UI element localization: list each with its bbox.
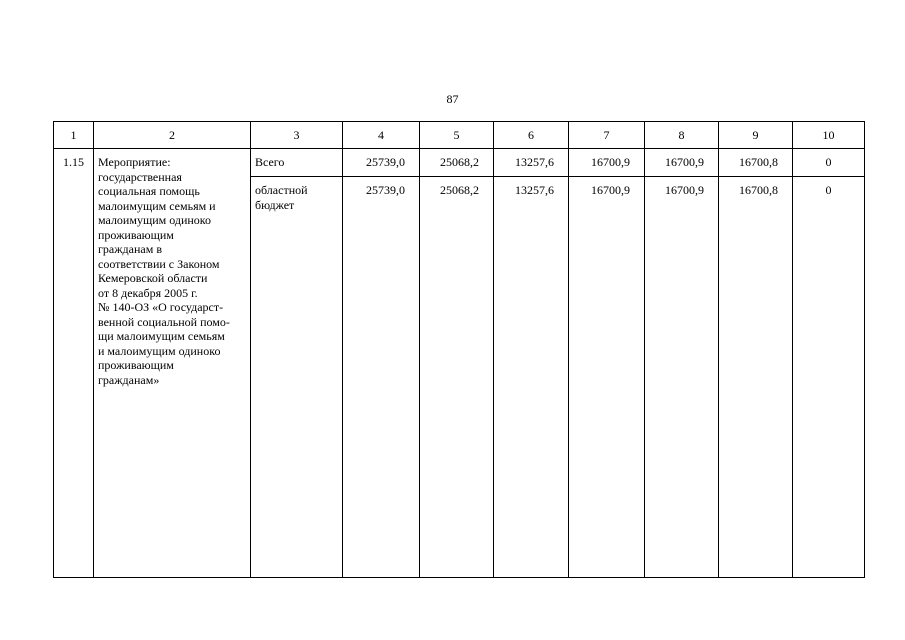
description-line: от 8 декабря 2005 г. (98, 285, 198, 300)
description-line: гражданам» (98, 372, 160, 387)
header-row (54, 122, 865, 149)
funding-source-line: областной (255, 183, 308, 197)
description-line: гражданам в (98, 242, 162, 256)
description-line: малоимущим одиноко (98, 213, 212, 227)
funding-source-line: бюджет (255, 197, 295, 212)
funding-source (251, 149, 343, 177)
header-cell: 3 (251, 122, 343, 149)
funding-source-line: Всего (255, 155, 285, 169)
header-cell: 8 (645, 122, 719, 149)
value-cell: 13257,6 (494, 149, 569, 177)
description-line: венной социальной помо- (98, 314, 230, 329)
value-cell: 16700,9 (569, 177, 645, 578)
value-cell: 16700,9 (645, 149, 719, 177)
description-line: проживающим (98, 358, 174, 372)
value-cell: 25739,0 (343, 149, 420, 177)
page-number: 87 (446, 92, 459, 106)
row-number: 1.15 (54, 149, 94, 578)
value-cell: 16700,8 (719, 177, 793, 578)
value-cell: 16700,9 (645, 177, 719, 578)
description-line: проживающим (98, 227, 174, 242)
measure-description (94, 149, 251, 578)
header-cell: 4 (343, 122, 420, 149)
header-cell: 7 (569, 122, 645, 149)
value-cell: 25068,2 (420, 149, 494, 177)
funding-source (251, 177, 343, 578)
description-line: социальная помощь (98, 184, 200, 198)
value-cell: 16700,8 (719, 149, 793, 177)
header-cell: 1 (54, 122, 94, 149)
description-line: № 140-ОЗ «О государст- (98, 300, 224, 314)
budget-table (53, 121, 865, 578)
table-row (54, 149, 865, 177)
description-line: Мероприятие: (98, 155, 171, 169)
description-line: щи малоимущим семьям (98, 329, 225, 343)
value-cell: 16700,9 (569, 149, 645, 177)
description-line: и малоимущим одиноко (98, 343, 221, 358)
header-cell: 10 (793, 122, 865, 149)
value-cell: 0 (793, 149, 865, 177)
value-cell: 13257,6 (494, 177, 569, 578)
header-cell: 9 (719, 122, 793, 149)
description-line: малоимущим семьям и (98, 198, 216, 213)
description-line: соответствии с Законом (98, 256, 220, 271)
description-line: государственная (98, 169, 182, 184)
header-cell: 2 (94, 122, 251, 149)
description-line: Кемеровской области (98, 271, 208, 285)
header-cell: 5 (420, 122, 494, 149)
value-cell: 0 (793, 177, 865, 578)
header-cell: 6 (494, 122, 569, 149)
value-cell: 25739,0 (343, 177, 420, 578)
value-cell: 25068,2 (420, 177, 494, 578)
